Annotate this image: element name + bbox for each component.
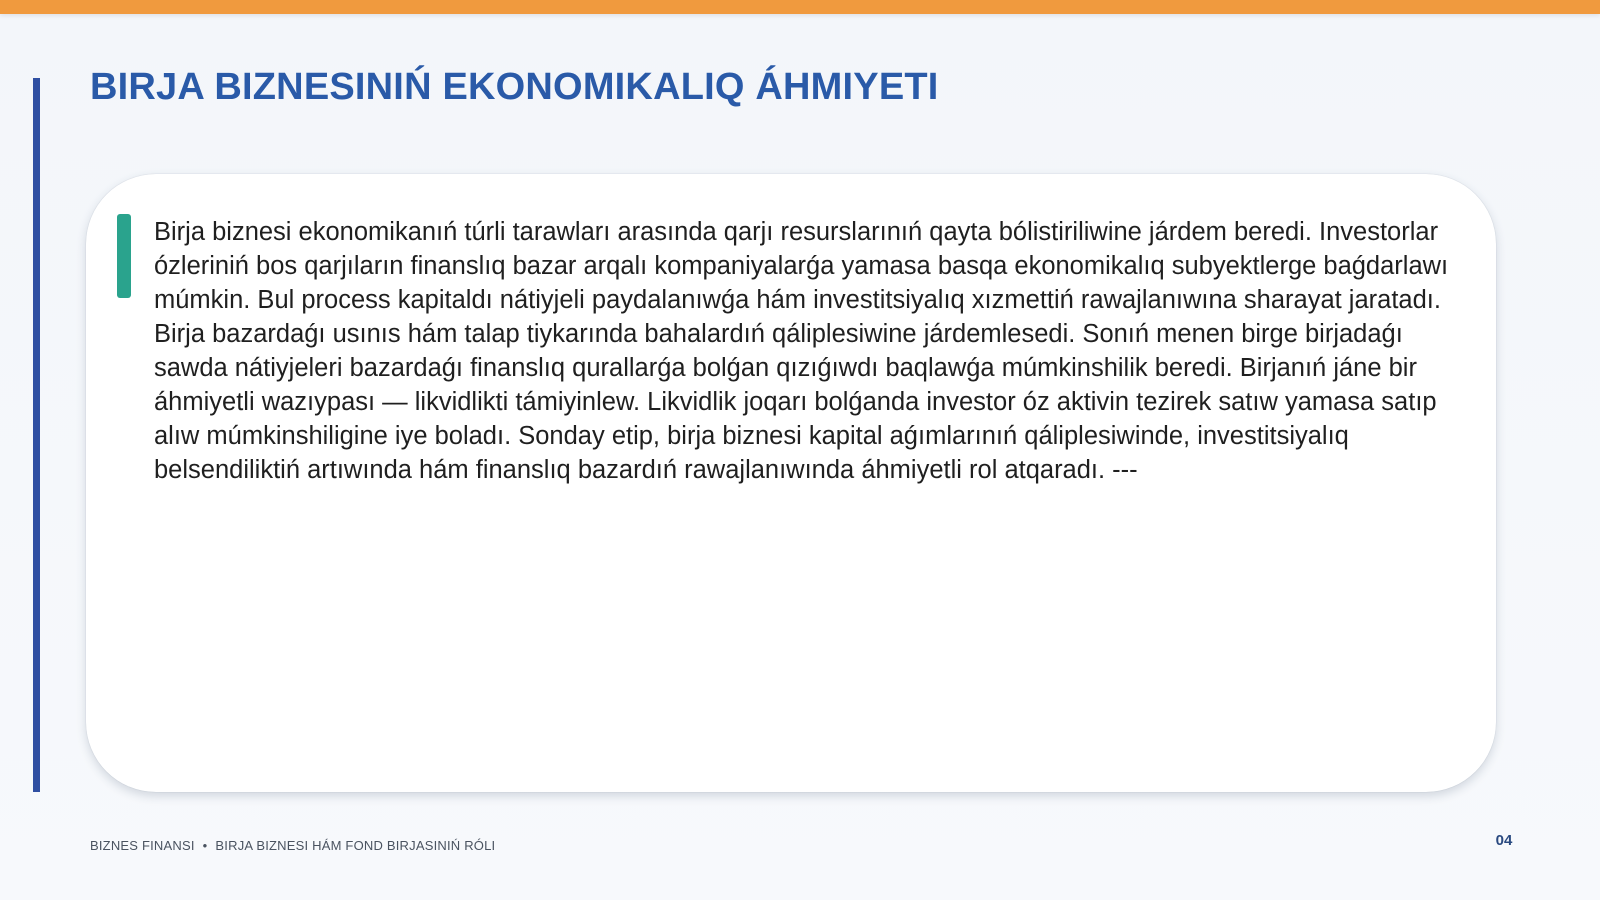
footer-separator: • <box>202 838 208 853</box>
accent-tab <box>117 214 131 298</box>
body-paragraph: Birja biznesi ekonomikanıń túrli tarawları arasında qarjı resurslarınıń qayta bólistiriliwine járdem beredi. Investorlar ózleriniń bos qarjıların finanslıq bazar arqalı kompaniyalarǵa yamasa basqa ekonomikalıq subyektlerge baǵdarlawı múmkin. Bul process kapitaldı nátiyjeli paydalanıwǵa hám investitsiyalıq xızmettiń rawajlanıwına sharayat jaratadı. Birja bazardaǵı usınıs hám talap tiykarında bahalardıń qáliplesiwine járdemlesedi. Sonıń menen birge birjadaǵı sawda nátiyjeleri bazardaǵı finanslıq qurallarǵa bolǵan qızıǵıwdı baqlawǵa múmkinshilik beredi. Birjanıń jáne bir áhmiyetli wazıypası — likvidlikti támiyinlew. Likvidlik joqarı bolǵanda investor óz aktivin tezirek satıw yamasa satıp alıw múmkinshiligine iye boladı. Sonday etip, birja biznesi kapital aǵımlarınıń qáliplesiwinde, investitsiyalıq belsendiliktiń artıwında hám finanslıq bazardıń rawajlanıwında áhmiyetli rol atqaradı. --- <box>154 218 1449 484</box>
footer-topic: BIRJA BIZNESI HÁM FOND BIRJASINIŃ RÓLI <box>215 838 496 853</box>
footer <box>90 838 495 853</box>
page-number: 04 <box>1495 832 1513 849</box>
slide-title: BIRJA BIZNESINIŃ EKONOMIKALIQ ÁHMIYETI <box>90 66 939 108</box>
footer-course: BIZNES FINANSI <box>90 838 195 853</box>
left-vertical-rule <box>33 78 40 792</box>
top-accent-bar <box>0 0 1600 14</box>
content-card <box>86 174 1496 792</box>
